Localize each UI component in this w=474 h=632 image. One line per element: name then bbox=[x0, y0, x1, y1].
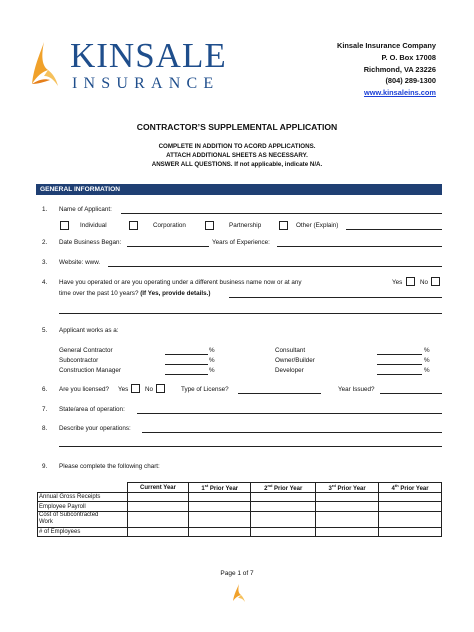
table-cell[interactable] bbox=[128, 493, 189, 502]
pct-sign: % bbox=[424, 347, 430, 354]
header-1st-prior-year bbox=[189, 483, 251, 493]
company-website-link[interactable]: www.kinsaleins.com bbox=[363, 88, 436, 98]
logo-kinsale-text: KINSALE bbox=[70, 36, 227, 75]
kinsale-footer-logo-icon bbox=[232, 583, 246, 603]
website-field[interactable] bbox=[108, 266, 442, 267]
corporation-checkbox[interactable] bbox=[129, 221, 138, 230]
table-cell[interactable] bbox=[379, 527, 442, 536]
pct-sign: % bbox=[209, 357, 215, 364]
pct-sign: % bbox=[424, 357, 430, 364]
q7-number: 7. bbox=[42, 406, 48, 413]
owner-builder-pct-field[interactable] bbox=[377, 364, 422, 365]
table-row bbox=[38, 527, 442, 536]
q4-details-field-1[interactable] bbox=[229, 297, 442, 298]
q5-number: 5. bbox=[42, 327, 48, 334]
table-cell[interactable] bbox=[128, 527, 189, 536]
ordinal-number: 4 bbox=[391, 486, 395, 492]
page-number: Page 1 of 7 bbox=[220, 570, 254, 577]
q3-label: Website: www. bbox=[59, 259, 101, 266]
table-cell[interactable] bbox=[379, 502, 442, 511]
applicant-name-field[interactable] bbox=[121, 213, 442, 214]
general-information-header: GENERAL INFORMATION bbox=[36, 184, 442, 195]
ordinal-number: 3 bbox=[328, 486, 332, 492]
header-4th-prior-year bbox=[379, 483, 442, 493]
subcontractor-label: Subcontractor bbox=[59, 357, 99, 364]
year-issued-field[interactable] bbox=[380, 393, 442, 394]
ordinal-suffix: st bbox=[204, 483, 209, 488]
q4-no-checkbox[interactable] bbox=[431, 277, 440, 286]
q8-number: 8. bbox=[42, 425, 48, 432]
q4-line2-text: time over the past 10 years? bbox=[59, 290, 139, 297]
q4-number: 4. bbox=[42, 279, 48, 286]
year-issued-label: Year Issued? bbox=[338, 386, 375, 393]
company-phone: (804) 289-1300 bbox=[385, 76, 436, 86]
table-cell[interactable] bbox=[189, 511, 251, 527]
q1-label: Name of Applicant: bbox=[59, 206, 112, 213]
q6-number: 6. bbox=[42, 386, 48, 393]
table-cell[interactable] bbox=[128, 511, 189, 527]
company-po-box: P. O. Box 17008 bbox=[381, 52, 436, 62]
company-address-block bbox=[337, 40, 436, 99]
table-cell[interactable] bbox=[316, 527, 379, 536]
license-type-field[interactable] bbox=[238, 393, 321, 394]
q4-line1: Have you operated or are you operating under a different business name now or at any bbox=[59, 279, 302, 286]
table-cell[interactable] bbox=[251, 527, 316, 536]
state-area-field[interactable] bbox=[137, 413, 442, 414]
chart-corner-cell bbox=[38, 483, 128, 493]
q6-no-label: No bbox=[145, 386, 154, 393]
q3-number: 3. bbox=[42, 259, 48, 266]
q9-label: Please complete the following chart: bbox=[59, 463, 160, 470]
pct-sign: % bbox=[424, 367, 430, 374]
subcontractor-pct-field[interactable] bbox=[165, 364, 208, 365]
license-type-label: Type of License? bbox=[181, 386, 229, 393]
table-cell[interactable] bbox=[379, 511, 442, 527]
prior-year-text: Prior Year bbox=[208, 486, 239, 492]
individual-label: Individual bbox=[80, 222, 107, 229]
q1-number: 1. bbox=[42, 206, 48, 213]
developer-pct-field[interactable] bbox=[377, 374, 422, 375]
q4-line2 bbox=[59, 290, 210, 297]
pct-sign: % bbox=[209, 347, 215, 354]
ordinal-number: 1 bbox=[201, 486, 205, 492]
row-label-employee-payroll: Employee Payroll bbox=[38, 502, 128, 511]
table-cell[interactable] bbox=[251, 502, 316, 511]
q8-label: Describe your operations: bbox=[59, 425, 131, 432]
ordinal-suffix: th bbox=[394, 483, 399, 488]
table-cell[interactable] bbox=[316, 493, 379, 502]
date-business-began-field[interactable] bbox=[127, 246, 209, 247]
table-cell[interactable] bbox=[316, 502, 379, 511]
q4-yes-label: Yes bbox=[392, 279, 403, 286]
chart-header-row bbox=[38, 483, 442, 493]
other-explain-field[interactable] bbox=[346, 229, 442, 230]
other-checkbox[interactable] bbox=[279, 221, 288, 230]
corporation-label: Corporation bbox=[153, 222, 186, 229]
operations-field-2[interactable] bbox=[59, 446, 442, 447]
table-cell[interactable] bbox=[128, 502, 189, 511]
general-contractor-label: General Contractor bbox=[59, 347, 113, 354]
q4-details-field-2[interactable] bbox=[59, 313, 442, 314]
prior-year-text: Prior Year bbox=[398, 486, 429, 492]
q4-yes-checkbox[interactable] bbox=[406, 277, 415, 286]
table-cell[interactable] bbox=[189, 527, 251, 536]
partnership-checkbox[interactable] bbox=[205, 221, 214, 230]
table-cell[interactable] bbox=[189, 493, 251, 502]
construction-manager-label: Construction Manager bbox=[59, 367, 121, 374]
table-row bbox=[38, 511, 442, 527]
years-experience-field[interactable] bbox=[277, 246, 442, 247]
instruction-line-2: ATTACH ADDITIONAL SHEETS AS NECESSARY. bbox=[166, 152, 308, 159]
other-label: Other (Explain) bbox=[296, 222, 339, 229]
individual-checkbox[interactable] bbox=[60, 221, 69, 230]
construction-manager-pct-field[interactable] bbox=[165, 374, 208, 375]
q2-number: 2. bbox=[42, 239, 48, 246]
row-label-line: Cost of Subcontracted bbox=[39, 511, 99, 518]
table-row bbox=[38, 493, 442, 502]
q5-label: Applicant works as a: bbox=[59, 327, 119, 334]
q6-label: Are you licensed? bbox=[59, 386, 110, 393]
prior-year-text: Prior Year bbox=[272, 486, 303, 492]
table-cell[interactable] bbox=[316, 511, 379, 527]
document-title: CONTRACTOR’S SUPPLEMENTAL APPLICATION bbox=[136, 122, 338, 132]
table-cell[interactable] bbox=[251, 511, 316, 527]
pct-sign: % bbox=[209, 367, 215, 374]
ordinal-suffix: rd bbox=[331, 483, 336, 488]
q9-number: 9. bbox=[42, 463, 48, 470]
ordinal-number: 2 bbox=[264, 486, 268, 492]
instruction-line-1: COMPLETE IN ADDITION TO ACORD APPLICATIONS. bbox=[158, 143, 316, 150]
q6-yes-label: Yes bbox=[118, 386, 129, 393]
consultant-label: Consultant bbox=[275, 347, 306, 354]
header-current-year: Current Year bbox=[128, 483, 189, 493]
row-label-employees: # of Employees bbox=[38, 527, 128, 536]
table-row bbox=[38, 502, 442, 511]
q4-line2-details: (If Yes, provide details.) bbox=[140, 290, 211, 297]
developer-label: Developer bbox=[275, 367, 304, 374]
instructions bbox=[0, 142, 474, 169]
q6-no-checkbox[interactable] bbox=[156, 384, 165, 393]
table-cell[interactable] bbox=[251, 493, 316, 502]
q4-no-label: No bbox=[420, 279, 429, 286]
table-cell[interactable] bbox=[189, 502, 251, 511]
instruction-line-3: ANSWER ALL QUESTIONS. If not applicable, indicate N/A. bbox=[151, 161, 323, 168]
header-2nd-prior-year bbox=[251, 483, 316, 493]
company-city: Richmond, VA 23226 bbox=[363, 64, 436, 74]
general-contractor-pct-field[interactable] bbox=[165, 354, 208, 355]
q2-label: Date Business Began: bbox=[59, 239, 122, 246]
company-name: Kinsale Insurance Company bbox=[337, 41, 436, 50]
row-label-line: Work bbox=[39, 519, 53, 526]
q6-yes-checkbox[interactable] bbox=[131, 384, 140, 393]
logo-insurance-text: INSURANCE bbox=[72, 75, 220, 92]
partnership-label: Partnership bbox=[229, 222, 262, 229]
financial-chart-table bbox=[37, 482, 442, 537]
header-3rd-prior-year bbox=[316, 483, 379, 493]
q7-label: State/area of operation: bbox=[59, 406, 125, 413]
prior-year-text: Prior Year bbox=[335, 486, 366, 492]
operations-field-1[interactable] bbox=[142, 432, 442, 433]
ordinal-suffix: nd bbox=[267, 483, 273, 488]
years-experience-label: Years of Experience: bbox=[212, 239, 270, 246]
owner-builder-label: Owner/Builder bbox=[275, 357, 315, 364]
kinsale-logo-mark-icon bbox=[30, 40, 60, 90]
consultant-pct-field[interactable] bbox=[377, 354, 422, 355]
table-cell[interactable] bbox=[379, 493, 442, 502]
row-label-subcontracted-work bbox=[38, 511, 128, 527]
row-label-gross-receipts: Annual Gross Receipts bbox=[38, 493, 128, 502]
